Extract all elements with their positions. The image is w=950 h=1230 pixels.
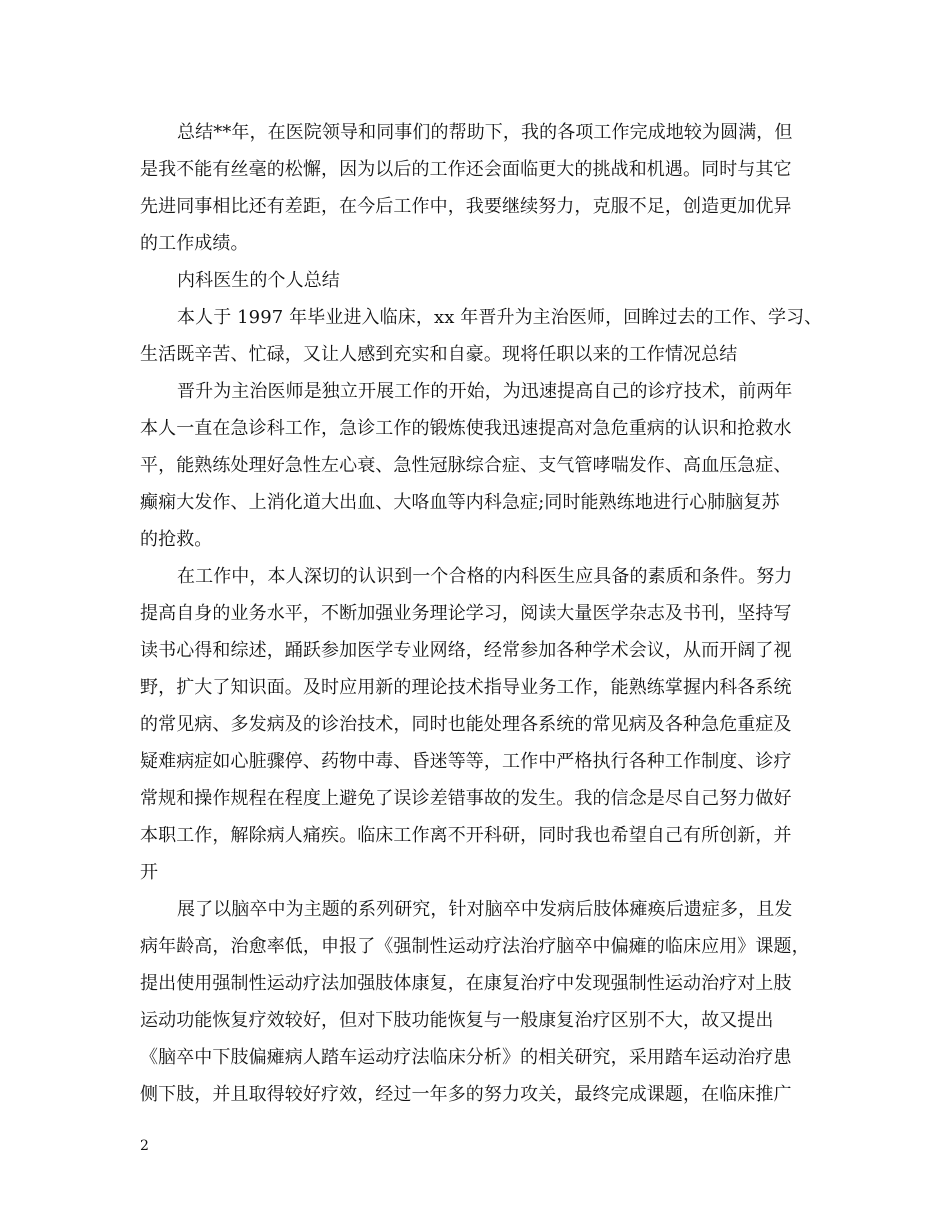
text-line: 病年龄高，治愈率低，申报了《强制性运动疗法治疗脑卒中偏瘫的临床应用》课题， <box>140 936 810 957</box>
text-line: 平，能熟练处理好急性左心衰、急性冠脉综合症、支气管哮喘发作、高血压急症、 <box>140 455 792 476</box>
page-number: 2 <box>140 1138 149 1154</box>
text-line: 疑难病症如心脏骤停、药物中毒、昏迷等等，工作中严格执行各种工作制度、诊疗 <box>140 751 792 772</box>
text-line: 先进同事相比还有差距，在今后工作中，我要继续努力，克服不足，创造更加优异 <box>140 196 792 217</box>
text-line: 侧下肢，并且取得较好疗效，经过一年多的努力攻关，最终完成课题，在临床推广 <box>140 1084 792 1105</box>
text-line: 在工作中，本人深切的认识到一个合格的内科医生应具备的素质和条件。努力 <box>177 566 793 587</box>
text-line: 晋升为主治医师是独立开展工作的开始，为迅速提高自己的诊疗技术，前两年 <box>177 381 793 402</box>
text-line: 本职工作，解除病人痛疾。临床工作离不开科研，同时我也希望自己有所创新，并 <box>140 825 792 846</box>
text-line: 本人一直在急诊科工作，急诊工作的锻炼使我迅速提高对急危重病的认识和抢救水 <box>140 418 792 439</box>
text-line: 读书心得和综述，踊跃参加医学专业网络，经常参加各种学术会议，从而开阔了视 <box>140 640 792 661</box>
text-line: 癫痫大发作、上消化道大出血、大咯血等内科急症;同时能熟练地进行心肺脑复苏 <box>140 492 780 513</box>
text-line: 提高自身的业务水平，不断加强业务理论学习，阅读大量医学杂志及书刊，坚持写 <box>140 603 792 624</box>
text-line: 运动功能恢复疗效较好，但对下肢功能恢复与一般康复治疗区别不大，故又提出 <box>140 1010 774 1031</box>
text-line: 展了以脑卒中为主题的系列研究，针对脑卒中发病后肢体瘫痪后遗症多，且发 <box>177 899 793 920</box>
text-line: 是我不能有丝毫的松懈，因为以后的工作还会面临更大的挑战和机遇。同时与其它 <box>140 159 792 180</box>
text-line: 《脑卒中下肢偏瘫病人踏车运动疗法临床分析》的相关研究，采用踏车运动治疗患 <box>140 1047 792 1068</box>
text-line: 的工作成绩。 <box>140 233 249 254</box>
text-line: 野，扩大了知识面。及时应用新的理论技术指导业务工作，能熟练掌握内科各系统 <box>140 677 792 698</box>
text-line: 本人于 1997 年毕业进入临床，xx 年晋升为主治医师，回眸过去的工作、学习、 <box>177 307 823 328</box>
section-heading: 内科医生的个人总结 <box>177 270 340 291</box>
text-line: 提出使用强制性运动疗法加强肢体康复，在康复治疗中发现强制性运动治疗对上肢 <box>140 973 792 994</box>
text-line: 常规和操作规程在程度上避免了误诊差错事故的发生。我的信念是尽自己努力做好 <box>140 788 792 809</box>
text-line: 生活既辛苦、忙碌，又让人感到充实和自豪。现将任职以来的工作情况总结 <box>140 344 738 365</box>
text-line: 开 <box>140 862 159 883</box>
text-line: 总结**年，在医院领导和同事们的帮助下，我的各项工作完成地较为圆满，但 <box>177 122 793 143</box>
text-line: 的常见病、多发病及的诊治技术，同时也能处理各系统的常见病及各种急危重症及 <box>140 714 792 735</box>
text-line: 的抢救。 <box>140 529 213 550</box>
